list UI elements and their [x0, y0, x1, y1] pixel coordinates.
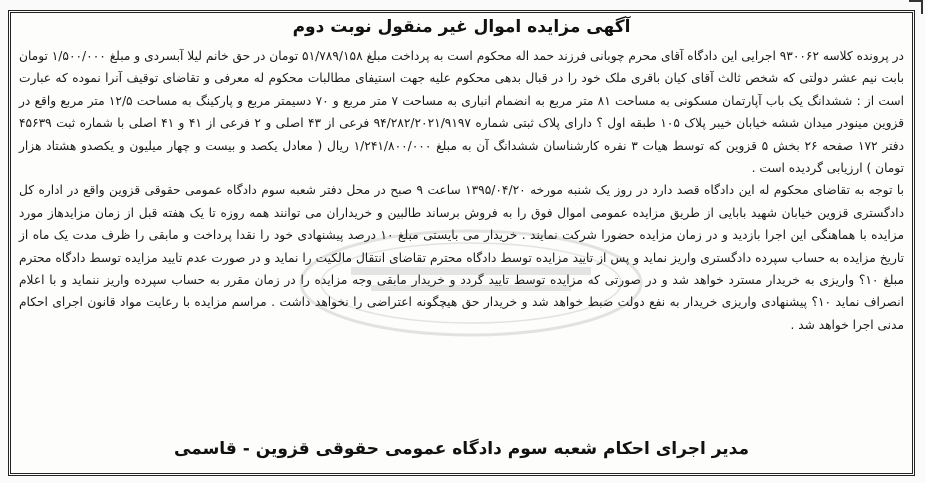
- notice-frame: [8, 10, 915, 476]
- signature-line: مدیر اجرای احکام شعبه سوم دادگاه عمومی حقوقی قزوین - قاسمی: [173, 439, 750, 459]
- notice-body: [19, 45, 904, 336]
- corner-mark: [909, 0, 923, 14]
- notice-title: آگهی مزایده اموال غیر منقول نوبت دوم: [292, 17, 631, 37]
- notice-paragraph-2: با توجه به تقاضای محکوم له این دادگاه قصد دارد در روز یک شنبه مورخه ۱۳۹۵/۰۴/۲۰ ساعت ۹ صبح در محل دفتر شعبه سوم دادگاه عمومی حقوقی قزوین واقع در اداره کل دادگستری قزوین خیابان شهید بابایی از طریق مزایده عمومی اموال فوق را به فروش برساند طالبین و خریداران می توانند همه روزه تا یک هفته قبل از زمان مزایدهاز مورد مزایده با هماهنگی این اجرا بازدید و در زمان مزایده حضورا شرکت نمایند . خریدار می بایستی مبلغ ۱۰ درصد پیشنهادی خود را نقدا پرداخت و مابقی را ظرف مدت یک ماه از تاریخ مزایده به حساب سپرده دادگستری واریز نماید و پس از تایید مزایده توسط دادگاه محترم تقاضای انتقال مالکیت را نماید و در صورت عدم تایید مزایده توسط دادگاه محترم مبلغ ۱۰؟ واریزی به خریدار مسترد خواهد شد و در صورتی که مزایده توسط تایید گردد و خریدار مابقی وجه مزایده را در زمان مقرر به حساب سپرده واریز ننماید و با اعلام انصراف نماید ۱۰؟ پیشنهادی واریزی خریدار به نفع دولت ضبط خواهد شد و خریدار حق هیچگونه اعتراضی را نخواهد داشت . مراسم مزایده با رعایت مواد قانون اجرای احکام مدنی اجرا خواهد شد .: [19, 183, 905, 332]
- notice-paragraph-1: در پرونده کلاسه ۹۳۰۰۶۲ اجرایی این دادگاه آقای محرم چوبانی فرزند حمد اله محکوم است به پرداخت مبلغ ۵۱/۷۸۹/۱۵۸ تومان در حق خانم لیلا آبسردی و مبلغ ۱/۵۰۰/۰۰۰ تومان بابت نیم عشر دولتی که شخص ثالث آقای کیان باقری ملک خود را در قبال بدهی محکوم علیه جهت استیفای مطالبات محکوم له معرفی و تقاضای توقیف آنرا نموده که عبارت است از : ششدانگ یک باب آپارتمان مسکونی به مساحت ۸۱ متر مربع به انضمام انباری به مساحت ۷ متر مربع و ۷۰ دسیمتر مربع و پارکینگ به مساحت ۱۲/۵ متر مربع واقع در قزوین مینودر میدان ششه خیابان خیبر پلاک ۱۰۵ طبقه اول ؟ دارای پلاک ثبتی شماره ۹۴/۲۸۲/۲۰۲۱/۹۱۹۷ فرعی از ۴۳ اصلی و ۲ فرعی از ۴۱ و ۴۱ اصلی با شماره ثبت ۴۵۶۳۹ دفتر ۱۷۲ صفحه ۲۶ بخش ۵ قزوین که توسط هیات ۳ نفره کارشناسان ششدانگ آن به مبلغ ۱/۲۴۱/۸۰۰/۰۰۰ ریال ( معادل یکصد و بیست و چهار میلیون و یکصدو هشتاد هزار تومان ) ارزیابی گردیده است .: [19, 49, 905, 176]
